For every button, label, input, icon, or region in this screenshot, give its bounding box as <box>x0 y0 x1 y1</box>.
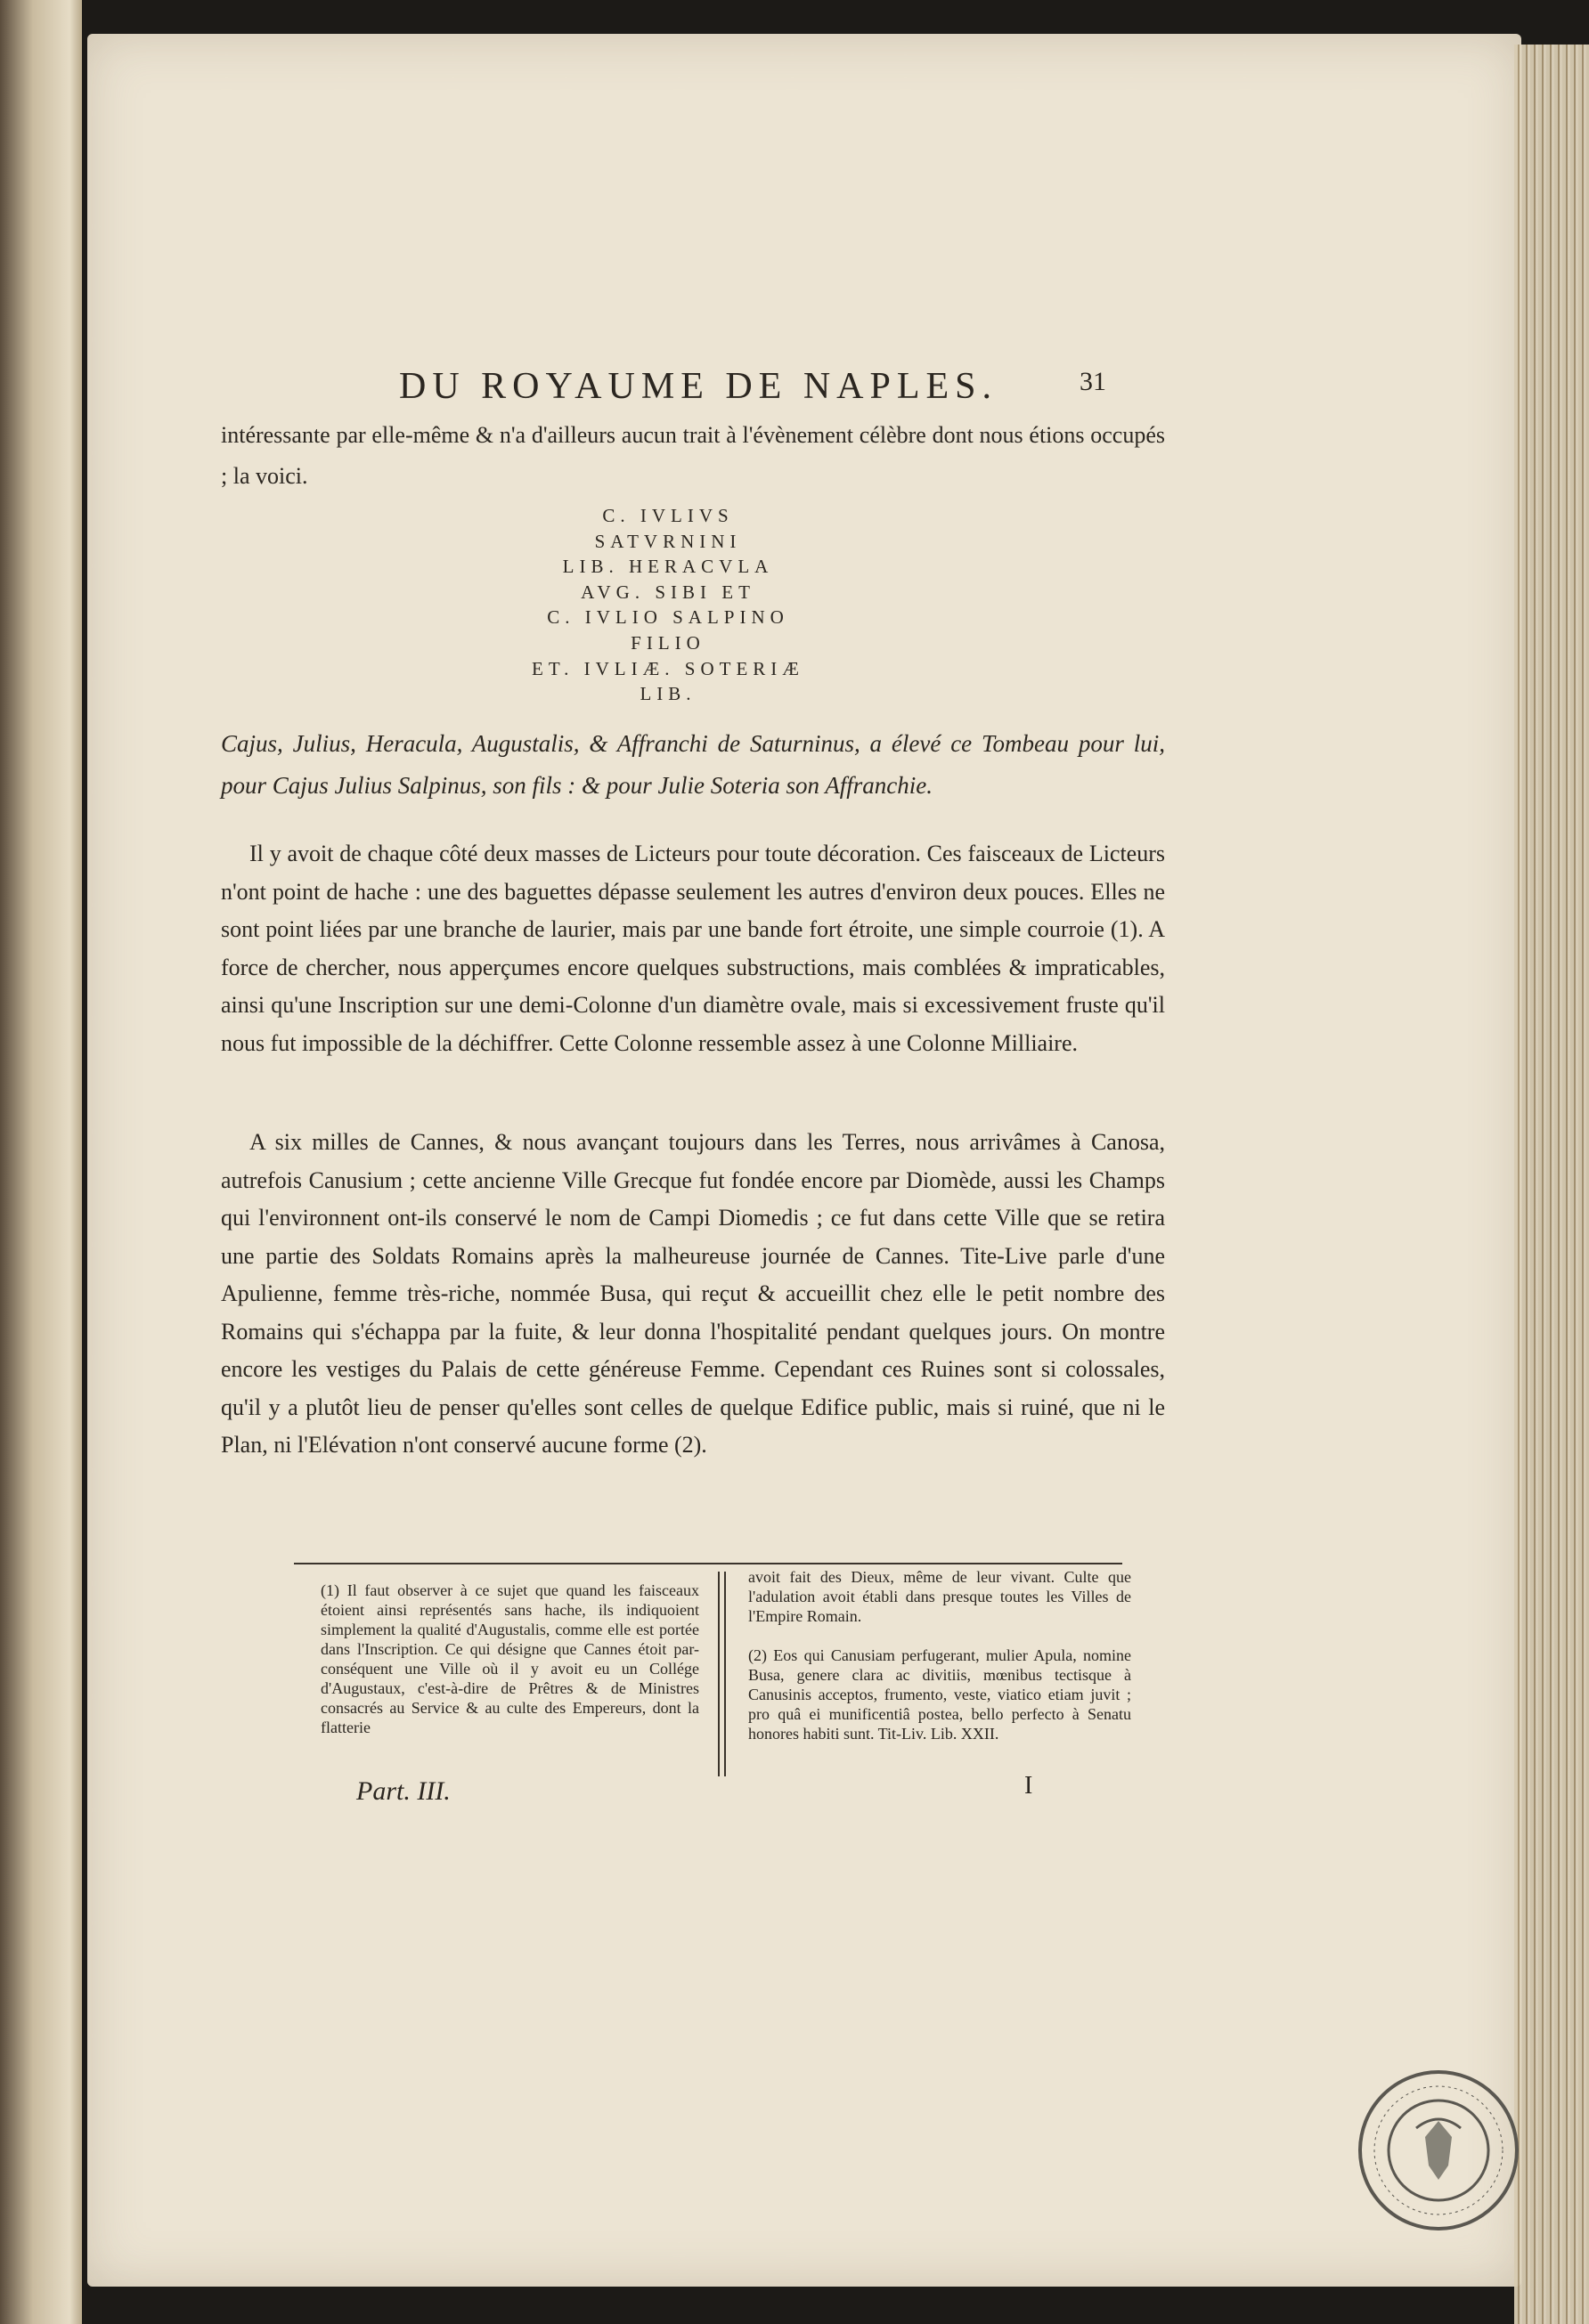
inscription-translation: Cajus, Julius, Heracula, Augustalis, & Affranchi de Saturninus, a élevé ce Tombeau pour lui, pour Cajus Julius Salpinus, son fils : & pour Julie Soteria son Affranchie. <box>221 730 1165 799</box>
column-divider <box>718 1572 720 1776</box>
body-paragraph-2: A six milles de Cannes, & nous avançant toujours dans les Terres, nous arrivâmes à Canosa, autrefois Canusium ; cette ancienne Ville Grecque fut fondée encore par Diomède, aussi les Champs qui l'environnent ont-ils conservé le nom de Campi Diomedis ; ce fut dans cette Ville que se retira une partie des Soldats Romains après la malheureuse journée de Cannes. Tite-Live parle d'une Apulienne, femme très-riche, nommée Busa, qui reçut & accueillit chez elle le petit nombre des Romains qui s'échappa par la fuite, & leur donna l'hospitalité pendant quelques jours. On montre encore les vestiges du Palais de cette généreuse Femme. Cependant ces Ruines sont si colossales, qu'il y a plutôt lieu de penser qu'elles sont celles de quelque Edifice public, mais si ruiné, que ni le Plan, ni l'Elévation n'ont conservé aucune forme (2). <box>221 1129 1165 1458</box>
left-page-edge <box>0 0 82 2324</box>
inscription-line: ET. IVLIÆ. SOTERIÆ <box>532 657 804 679</box>
inscription-line: C. IVLIVS <box>602 505 734 526</box>
footnote-1: (1) Il faut observer à ce sujet que quand les faisceaux étoient ainsi représentés sans hache, ils indiquoient simplement la qualité d'Augustalis, comme elle est portée dans l'Inscription. Ce qui désigne que Cannes étoit par-conséquent une Ville où il y avoit eu un Collége d'Augustaux, c'est-à-dire de Prêtres & de Ministres consacrés au Service & au culte des Empereurs, dont la flatterie <box>321 1581 699 1736</box>
footnote-1-continued: avoit fait des Dieux, même de leur vivant. Culte que l'adulation avoit établi dans presque toutes les Villes de l'Empire Romain. <box>748 1568 1131 1625</box>
page-header: DU ROYAUME DE NAPLES. <box>399 366 998 407</box>
right-page-edges <box>1514 45 1589 2324</box>
column-divider <box>724 1572 726 1776</box>
inscription-line: LIB. HERACVLA <box>562 556 774 578</box>
latin-inscription <box>401 503 935 707</box>
part-label: Part. III. <box>356 1776 451 1806</box>
intro-paragraph: intéressante par elle-même & n'a d'ailleurs aucun trait à l'évènement célèbre dont nous étions occupés ; la voici. <box>221 422 1165 489</box>
footnote-divider <box>294 1563 1122 1564</box>
footnote-2: (2) Eos qui Canusiam perfugerant, mulier Apula, nomine Busa, genere clara ac divitiis, mœnibus tectisque à Canusinis acceptos, frumento, veste, viatico etiam juvit ; pro quâ ei munificentiâ postea, bello perfecto à Senatu honores habiti sunt. Tit-Liv. Lib. XXII. <box>748 1646 1131 1743</box>
inscription-line: AVG. SIBI ET <box>581 581 755 603</box>
page-number: 31 <box>1080 367 1106 396</box>
inscription-line: C. IVLIO SALPINO <box>547 606 789 629</box>
body-paragraph-1: Il y avoit de chaque côté deux masses de Licteurs pour toute décoration. Ces faisceaux de Licteurs n'ont point de hache : une des baguettes dépasse seulement les autres d'environ deux pouces. Elles ne sont point liées par une branche de laurier, mais par une bande fort étroite, une simple courroie (1). A force de chercher, nous apperçumes encore quelques substructions, mais comblées & impraticables, ainsi qu'une Inscription sur une demi-Colonne d'un diamètre ovale, mais si excessivement fruste qu'il nous fut impossible de la déchiffrer. Cette Colonne ressemble assez à une Colonne Milliaire. <box>221 841 1165 1056</box>
inscription-line: LIB. <box>640 683 697 705</box>
inscription-line: SATVRNINI <box>594 530 742 552</box>
signature-mark: I <box>1024 1772 1033 1800</box>
inscription-line: FILIO <box>631 631 705 654</box>
library-stamp <box>1354 2066 1523 2235</box>
